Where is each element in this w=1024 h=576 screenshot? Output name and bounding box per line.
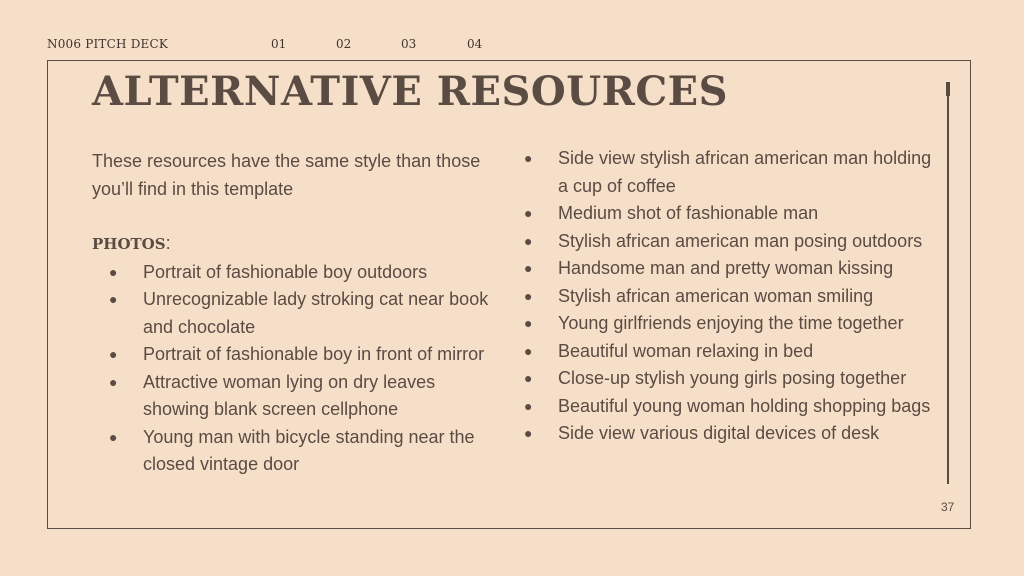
left-column	[92, 148, 492, 479]
list-item-text: Portrait of fashionable boy in front of mirror	[143, 344, 485, 364]
nav-item-04[interactable]: 04	[467, 37, 483, 51]
list-item	[518, 393, 938, 421]
slide-frame	[47, 60, 971, 529]
section-label-colon: :	[165, 233, 171, 253]
bullet-icon: ●	[524, 397, 533, 414]
list-item-text: Stylish african american woman smiling	[558, 285, 874, 306]
list-item-text: Beautiful woman relaxing in bed	[558, 340, 814, 361]
photo-list-left	[92, 259, 492, 479]
right-column	[518, 145, 938, 448]
list-item	[92, 259, 492, 287]
deck-title: N006 PITCH DECK	[47, 37, 169, 51]
list-item-text: Portrait of fashionable boy outdoors	[143, 261, 428, 282]
list-item	[92, 286, 492, 341]
list-item	[518, 228, 938, 256]
slide-title: ALTERNATIVE RESOURCES	[92, 68, 729, 115]
list-item-text: Young girlfriends enjoying the time together	[558, 313, 904, 333]
bullet-icon: ●	[524, 205, 533, 221]
bullet-icon: ●	[524, 260, 533, 276]
section-label-text: PHOTOS	[92, 235, 166, 253]
nav-item-03[interactable]: 03	[401, 37, 417, 51]
list-item	[518, 145, 938, 200]
list-item	[518, 200, 938, 228]
list-item-text: Medium shot of fashionable man	[558, 203, 819, 223]
list-item-text: Unrecognizable lady stroking cat near book and chocolate	[143, 289, 489, 337]
list-item-text: Close-up stylish young girls posing together	[558, 368, 907, 388]
photo-list-right	[518, 145, 938, 448]
list-item	[518, 310, 938, 338]
bullet-icon: ●	[524, 287, 533, 304]
list-item-text: Stylish african american man posing outdoors	[558, 230, 923, 251]
bullet-icon: ●	[524, 232, 533, 249]
bullet-icon: ●	[524, 315, 533, 331]
list-item	[92, 424, 492, 479]
list-item	[92, 341, 492, 369]
list-item-text: Attractive woman lying on dry leaves showing blank screen cellphone	[143, 371, 436, 419]
bullet-icon: ●	[524, 425, 533, 441]
nav-item-01[interactable]: 01	[271, 37, 287, 51]
list-item-text: Side view stylish african american man holding a cup of coffee	[558, 148, 932, 196]
bullet-icon: ●	[109, 263, 118, 280]
bullet-icon: ●	[109, 291, 118, 307]
nav-item-02[interactable]: 02	[336, 37, 352, 51]
list-item	[518, 338, 938, 366]
section-label	[92, 230, 492, 259]
list-item	[518, 255, 938, 283]
scrollbar-thumb[interactable]	[946, 82, 950, 96]
list-item-text: Beautiful young woman holding shopping bags	[558, 395, 931, 416]
scrollbar-track[interactable]	[947, 82, 949, 484]
list-item	[518, 283, 938, 311]
intro-text: These resources have the same style than those you’ll find in this template	[92, 151, 481, 199]
list-item-text: Young man with bicycle standing near the closed vintage door	[143, 426, 475, 474]
list-item-text: Side view various digital devices of desk	[558, 423, 880, 443]
bullet-icon: ●	[109, 428, 118, 445]
page-number: 37	[941, 500, 955, 514]
bullet-icon: ●	[109, 373, 118, 390]
list-item	[518, 365, 938, 393]
bullet-icon: ●	[109, 346, 118, 362]
bullet-icon: ●	[524, 370, 533, 386]
bullet-icon: ●	[524, 150, 533, 166]
list-item	[92, 369, 492, 424]
list-item-text: Handsome man and pretty woman kissing	[558, 258, 894, 278]
list-item	[518, 420, 938, 448]
bullet-icon: ●	[524, 342, 533, 359]
